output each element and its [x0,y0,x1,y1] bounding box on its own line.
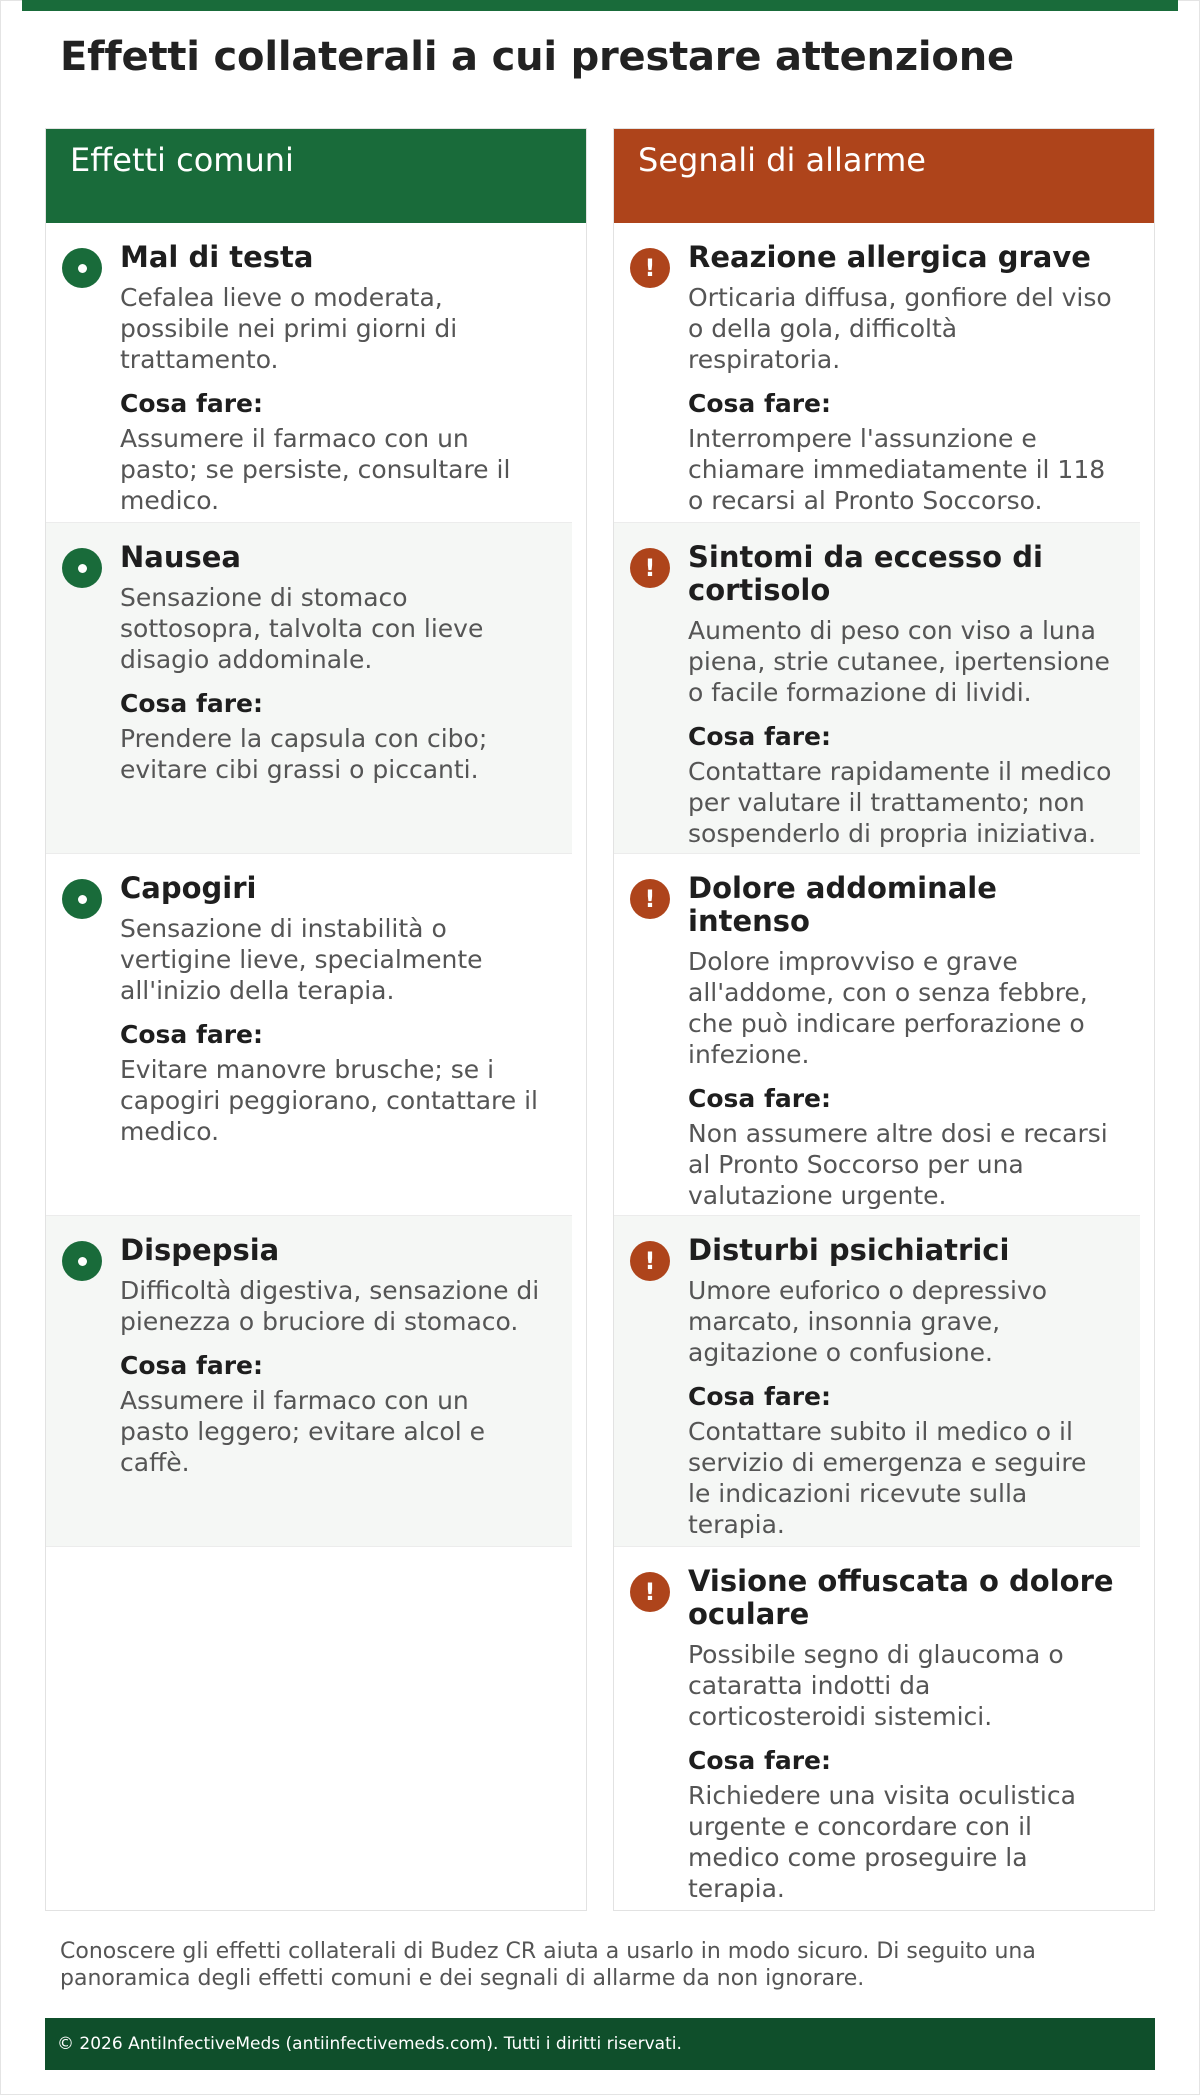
exclamation-circle-icon: ! [630,548,670,588]
item-action-label: Cosa fare: [120,689,264,718]
item-action: Assumere il farmaco con un pasto; se persiste, consultare il medico. [120,424,511,515]
item-title: Disturbi psichiatrici [688,1233,1010,1267]
item-title: Visione offuscata o dolore oculare [688,1564,1114,1631]
item-description: Dolore improvviso e grave all'addome, con o senza febbre, che può indicare perforazione o infezione. [688,947,1088,1069]
top-accent-bar [22,0,1178,11]
footer-copyright: © 2026 AntiInfectiveMeds (antiinfectivemeds.com). Tutti i diritti riservati. [45,2018,1155,2070]
item-action: Prendere la capsula con cibo; evitare cibi grassi o piccanti. [120,724,488,784]
intro-text: Conoscere gli effetti collaterali di Budez CR aiuta a usarlo in modo sicuro. Di seguito una panoramica degli effetti comuni e dei segnali di allarme da non ignorare. [60,1939,1036,1991]
item-title: Nausea [120,540,241,574]
item-action: Interrompere l'assunzione e chiamare immediatamente il 118 o recarsi al Pronto Soccorso. [688,424,1106,515]
item-description: Possibile segno di glaucoma o cataratta indotti da corticosteroidi sistemici. [688,1640,1064,1731]
item-title: Sintomi da eccesso di cortisolo [688,540,1043,607]
item-description: Orticaria diffusa, gonfiore del viso o della gola, difficoltà respiratoria. [688,283,1112,374]
item-action-label: Cosa fare: [688,1746,832,1775]
item-description: Difficoltà digestiva, sensazione di pienezza o bruciore di stomaco. [120,1276,540,1336]
exclamation-circle-icon: ! [630,1572,670,1612]
item-description: Sensazione di instabilità o vertigine lieve, specialmente all'inizio della terapia. [120,914,483,1005]
dot-circle-icon [62,248,102,288]
item-title: Reazione allergica grave [688,240,1091,274]
item-action: Evitare manovre brusche; se i capogiri peggiorano, contattare il medico. [120,1055,538,1146]
item-title: Capogiri [120,871,257,905]
common-item-dispepsia [46,1216,572,1547]
exclamation-circle-icon: ! [630,1241,670,1281]
exclamation-circle-icon: ! [630,248,670,288]
item-title: Mal di testa [120,240,314,274]
item-action-label: Cosa fare: [120,1020,264,1049]
item-action: Richiedere una visita oculistica urgente e concordare con il medico come proseguire la terapia. [688,1781,1076,1903]
warning-signs-column [613,128,1155,1911]
common-item-nausea [46,523,572,854]
common-effects-column [45,128,587,1911]
item-action: Non assumere altre dosi e recarsi al Pronto Soccorso per una valutazione urgente. [688,1119,1108,1210]
item-description: Sensazione di stomaco sottosopra, talvolta con lieve disagio addominale. [120,583,484,674]
warning-item-disturbi-psichiatrici [614,1216,1140,1547]
item-action: Contattare subito il medico o il servizio di emergenza e seguire le indicazioni ricevute sulla terapia. [688,1417,1087,1539]
common-item-capogiri [46,854,572,1216]
item-action-label: Cosa fare: [688,722,832,751]
warning-item-dolore-addominale [614,854,1140,1216]
item-action-label: Cosa fare: [688,1084,832,1113]
item-title: Dolore addominale intenso [688,871,997,938]
warning-item-reazione-allergica [614,223,1140,523]
page-title: Effetti collaterali a cui prestare attenzione [60,34,1014,80]
dot-circle-icon [62,1241,102,1281]
warning-item-visione-offuscata [614,1547,1140,1909]
dot-circle-icon [62,548,102,588]
common-effects-header: Effetti comuni [46,129,586,223]
exclamation-circle-icon: ! [630,879,670,919]
item-action: Assumere il farmaco con un pasto leggero; evitare alcol e caffè. [120,1386,485,1477]
item-title: Dispepsia [120,1233,280,1267]
warning-signs-header: Segnali di allarme [614,129,1154,223]
item-action: Contattare rapidamente il medico per valutare il trattamento; non sospenderlo di propria iniziativa. [688,757,1112,848]
item-action-label: Cosa fare: [120,389,264,418]
item-description: Cefalea lieve o moderata, possibile nei primi giorni di trattamento. [120,283,458,374]
item-action-label: Cosa fare: [120,1351,264,1380]
warning-item-eccesso-cortisolo [614,523,1140,854]
item-action-label: Cosa fare: [688,389,832,418]
item-action-label: Cosa fare: [688,1382,832,1411]
item-description: Aumento di peso con viso a luna piena, strie cutanee, ipertensione o facile formazione di lividi. [688,616,1110,707]
common-item-mal-di-testa [46,223,572,523]
item-description: Umore euforico o depressivo marcato, insonnia grave, agitazione o confusione. [688,1276,1048,1367]
dot-circle-icon [62,879,102,919]
